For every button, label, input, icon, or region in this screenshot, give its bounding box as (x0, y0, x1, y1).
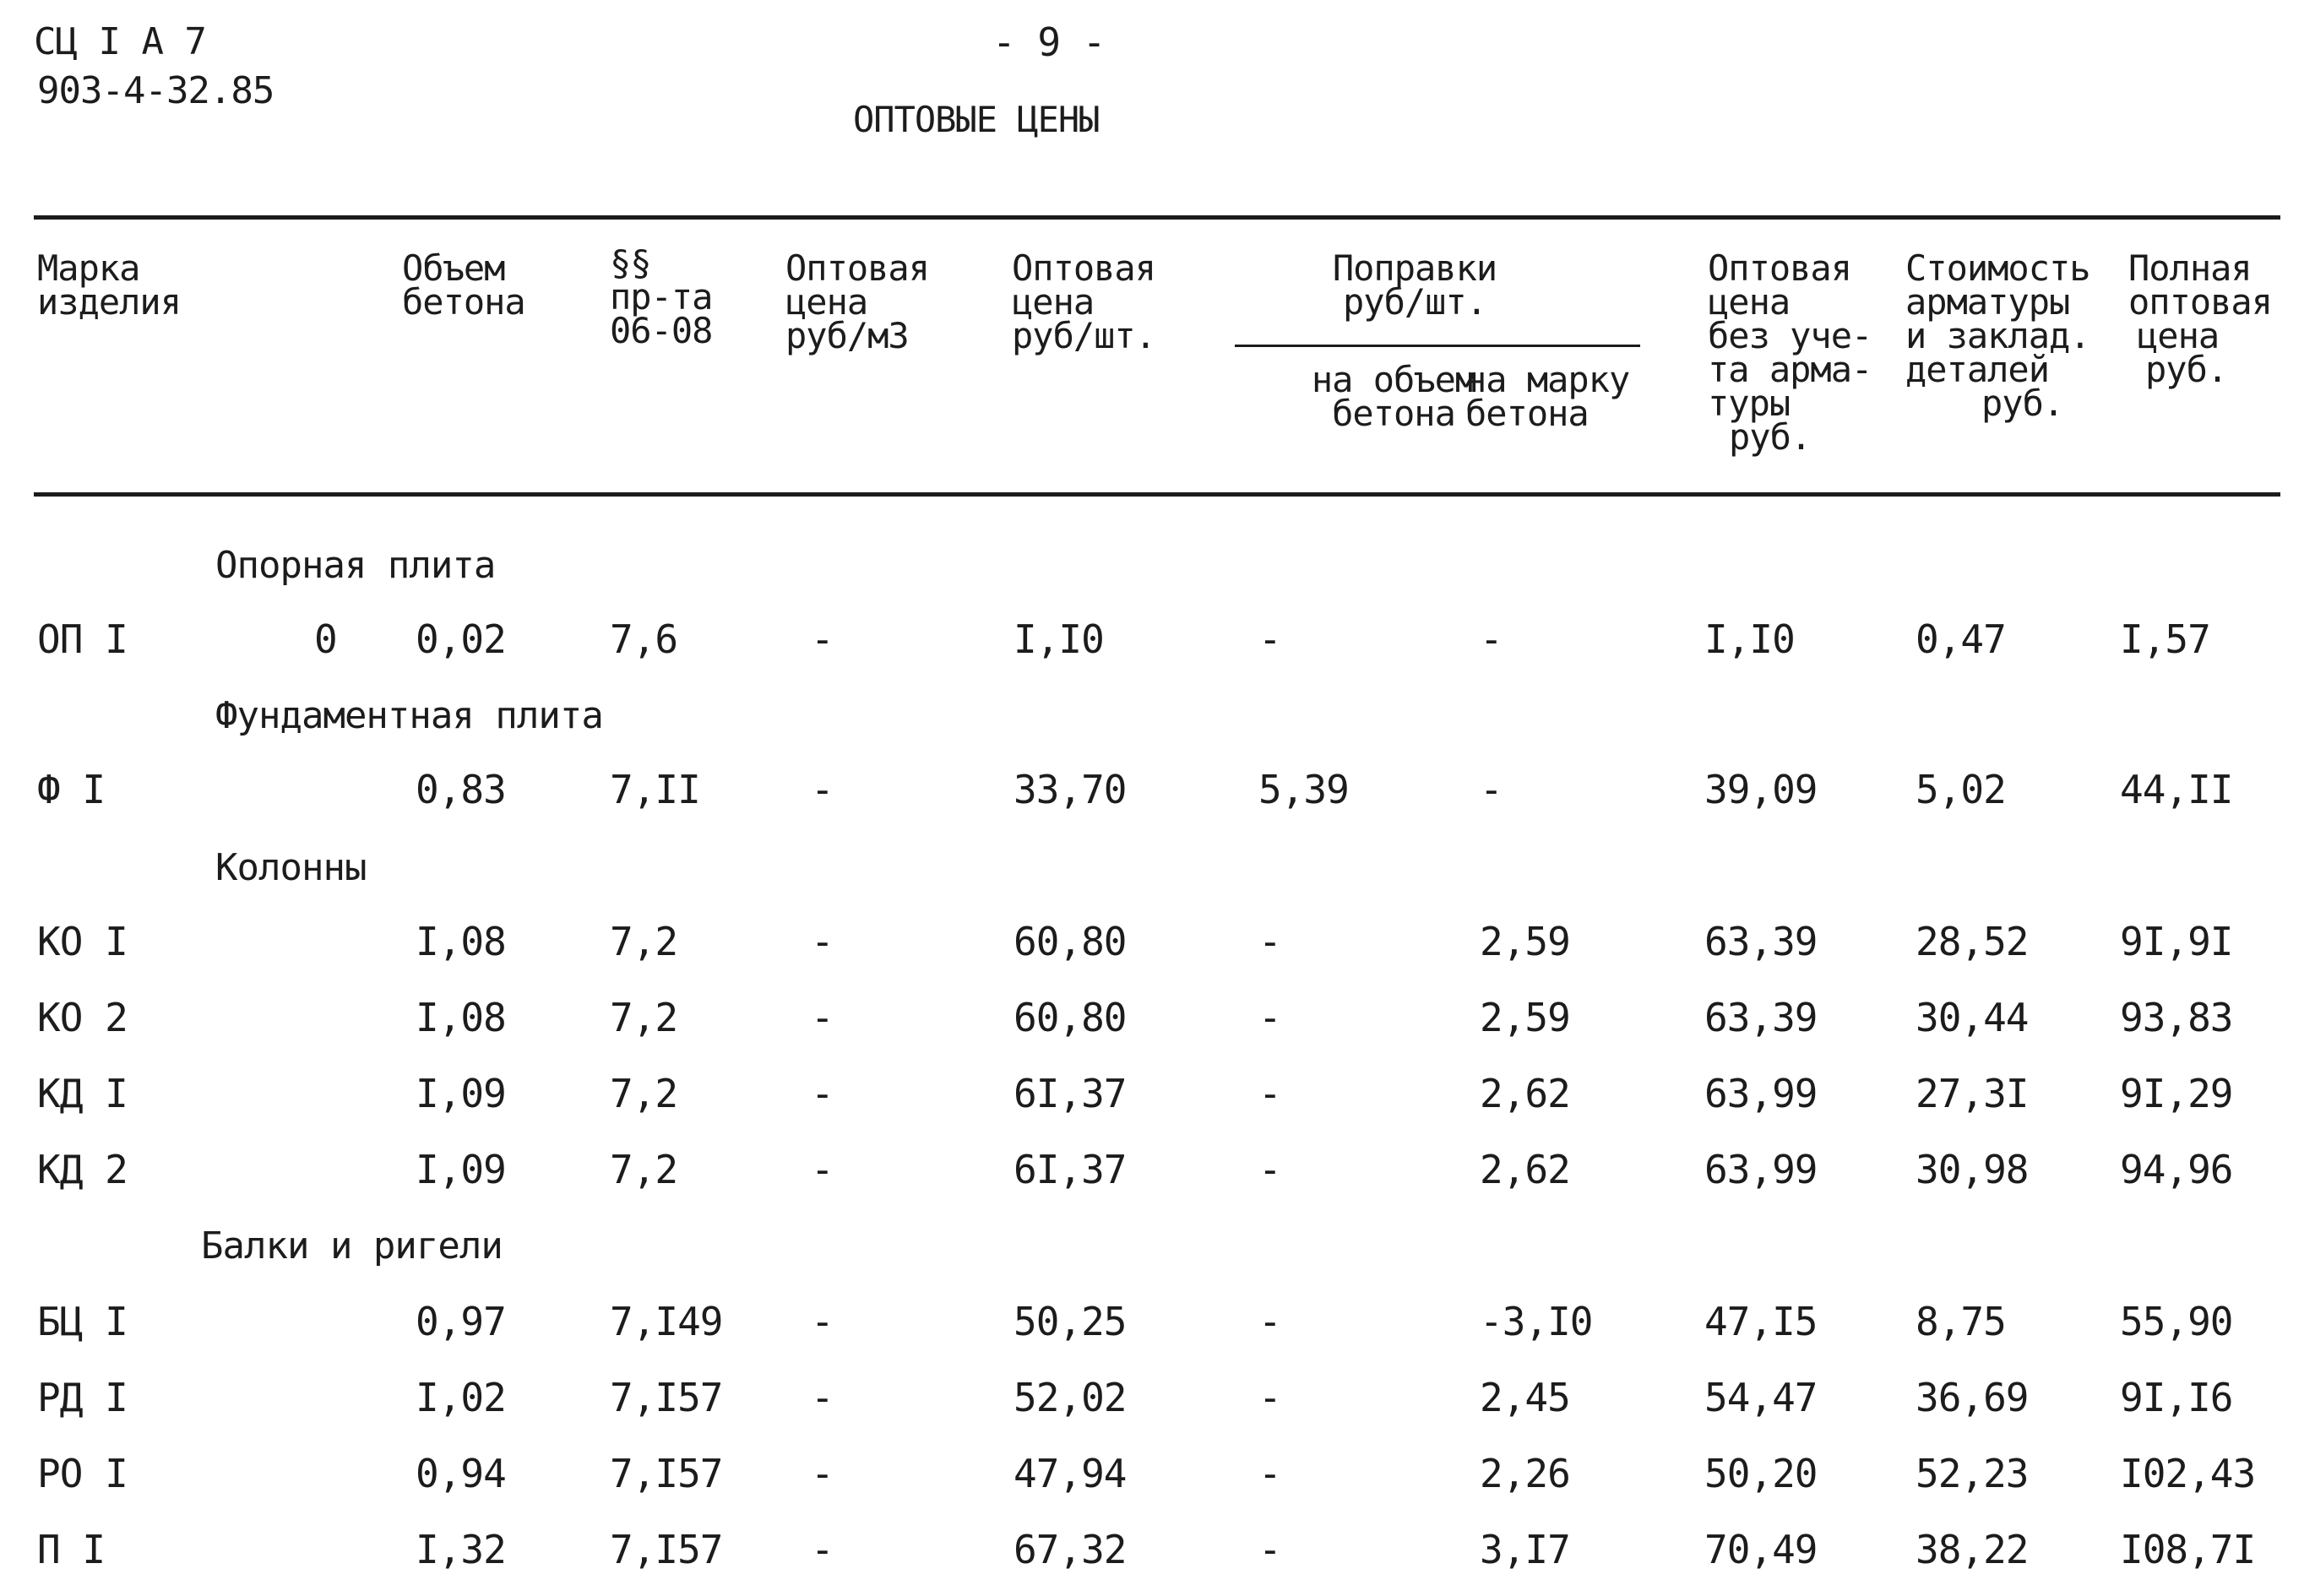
cell-corr-mark: 3,I7 (1480, 1527, 1570, 1572)
cell-full: 94,96 (2120, 1147, 2233, 1192)
header-mark-line: изделия (37, 281, 182, 323)
header-full-price-line: оптовая (2128, 281, 2273, 323)
page-number: - 9 - (992, 19, 1106, 65)
header-price-no-rebar-line: туры (1708, 383, 1791, 424)
cell-corr-mark: 2,45 (1480, 1375, 1570, 1420)
cell-mark: РО I (37, 1451, 128, 1496)
cell-price-unit: 52,02 (1013, 1375, 1127, 1420)
header-price-m3-line: Оптовая (785, 247, 930, 289)
cell-price-m3: - (811, 1375, 834, 1420)
cell-mark: Ф I (37, 767, 106, 812)
header-para-line: пр-та (610, 276, 713, 318)
cell-volume: I,32 (416, 1527, 506, 1572)
cell-volume: I,08 (416, 919, 506, 964)
cell-volume: 0,83 (416, 767, 506, 812)
cell-para: 7,2 (610, 1147, 678, 1192)
cell-price-unit: 60,80 (1013, 995, 1127, 1040)
cell-price-unit: 50,25 (1013, 1299, 1127, 1344)
cell-volume: I,09 (416, 1147, 506, 1192)
cell-price-m3: - (811, 1071, 834, 1116)
header-price-no-rebar-line: та арма- (1708, 349, 1872, 390)
cell-price-no-rebar: 63,99 (1704, 1147, 1818, 1192)
cell-extra: 0 (314, 616, 337, 662)
cell-mark: КД 2 (37, 1147, 128, 1192)
cell-rebar: 5,02 (1916, 767, 2006, 812)
header-para-line: §§ (610, 242, 651, 284)
cell-rebar: 28,52 (1916, 919, 2029, 964)
corrections-divider (1235, 345, 1640, 347)
cell-para: 7,I49 (610, 1299, 723, 1344)
cell-full: 9I,I6 (2120, 1375, 2233, 1420)
cell-price-no-rebar: I,I0 (1704, 616, 1795, 662)
cell-para: 7,I57 (610, 1527, 723, 1572)
cell-corr-volume: - (1258, 995, 1281, 1040)
header-full-price-line: Полная (2128, 247, 2252, 289)
cell-rebar: 38,22 (1916, 1527, 2029, 1572)
cell-price-m3: - (811, 1527, 834, 1572)
cell-corr-volume: - (1258, 1299, 1281, 1344)
cell-para: 7,2 (610, 919, 678, 964)
cell-para: 7,I57 (610, 1451, 723, 1496)
cell-rebar: 30,44 (1916, 995, 2029, 1040)
doc-code-series: СЦ I A 7 (34, 20, 206, 63)
header-price-no-rebar-line: Оптовая (1708, 247, 1852, 289)
cell-price-m3: - (811, 616, 834, 662)
header-full-price-line: цена (2137, 315, 2220, 356)
header-corr-volume-line: бетона (1332, 393, 1455, 434)
cell-price-unit: 33,70 (1013, 767, 1127, 812)
header-rebar-cost-line: руб. (1981, 383, 2064, 424)
cell-corr-volume: - (1258, 616, 1281, 662)
cell-rebar: 52,23 (1916, 1451, 2029, 1496)
cell-mark: КО 2 (37, 995, 128, 1040)
cell-price-unit: 6I,37 (1013, 1071, 1127, 1116)
doc-code-number: 903-4-32.85 (37, 69, 274, 112)
header-corr-volume-line: на объем (1311, 359, 1476, 400)
cell-mark: П I (37, 1527, 106, 1572)
cell-rebar: 36,69 (1916, 1375, 2029, 1420)
cell-volume: 0,97 (416, 1299, 506, 1344)
cell-price-no-rebar: 47,I5 (1704, 1299, 1818, 1344)
header-price-no-rebar-line: без уче- (1708, 315, 1872, 356)
header-rebar-cost-line: деталей (1905, 349, 2050, 390)
cell-corr-volume: - (1258, 1147, 1281, 1192)
cell-corr-mark: 2,26 (1480, 1451, 1570, 1496)
cell-price-m3: - (811, 1299, 834, 1344)
header-price-m3-line: цена (785, 281, 868, 323)
cell-full: I,57 (2120, 616, 2210, 662)
header-rebar-cost-line: арматуры (1905, 281, 2070, 323)
cell-full: 93,83 (2120, 995, 2233, 1040)
cell-corr-mark: 2,59 (1480, 995, 1570, 1040)
cell-price-no-rebar: 54,47 (1704, 1375, 1818, 1420)
cell-full: 55,90 (2120, 1299, 2233, 1344)
cell-price-no-rebar: 63,99 (1704, 1071, 1818, 1116)
cell-corr-mark: -3,I0 (1480, 1299, 1593, 1344)
cell-price-unit: 67,32 (1013, 1527, 1127, 1572)
header-price-m3-line: руб/м3 (785, 315, 909, 356)
cell-volume: 0,02 (416, 616, 506, 662)
cell-mark: ОП I (37, 616, 128, 662)
cell-rebar: 30,98 (1916, 1147, 2029, 1192)
cell-corr-volume: 5,39 (1258, 767, 1349, 812)
header-rebar-cost-line: и заклад. (1905, 315, 2090, 356)
cell-para: 7,6 (610, 616, 678, 662)
cell-price-unit: 60,80 (1013, 919, 1127, 964)
cell-full: I02,43 (2120, 1451, 2256, 1496)
cell-para: 7,2 (610, 995, 678, 1040)
header-rebar-cost-line: Стоимость (1905, 247, 2090, 289)
header-bottom-rule (34, 492, 2280, 497)
cell-para: 7,2 (610, 1071, 678, 1116)
section-title: Опорная плита (215, 544, 496, 587)
cell-price-m3: - (811, 767, 834, 812)
cell-rebar: 0,47 (1916, 616, 2006, 662)
header-corrections-line: руб/шт. (1342, 281, 1487, 323)
header-price-unit-line: руб/шт. (1012, 315, 1156, 356)
cell-corr-mark: - (1480, 616, 1503, 662)
cell-volume: 0,94 (416, 1451, 506, 1496)
header-para-line: 06-08 (610, 310, 713, 351)
cell-corr-volume: - (1258, 919, 1281, 964)
section-title: Фундаментная плита (215, 694, 603, 737)
header-corr-mark-line: бетона (1465, 393, 1589, 434)
header-price-unit-line: Оптовая (1012, 247, 1156, 289)
header-corrections-line: Поправки (1332, 247, 1497, 289)
cell-price-m3: - (811, 995, 834, 1040)
cell-price-m3: - (811, 1451, 834, 1496)
cell-volume: I,08 (416, 995, 506, 1040)
cell-price-m3: - (811, 1147, 834, 1192)
header-price-unit-line: цена (1012, 281, 1095, 323)
header-price-no-rebar-line: цена (1708, 281, 1791, 323)
cell-corr-volume: - (1258, 1451, 1281, 1496)
section-title: Колонны (215, 846, 367, 889)
cell-full: 9I,9I (2120, 919, 2233, 964)
cell-full: I08,7I (2120, 1527, 2256, 1572)
cell-price-m3: - (811, 919, 834, 964)
cell-rebar: 27,3I (1916, 1071, 2029, 1116)
header-mark-line: Марка (37, 247, 140, 289)
cell-corr-mark: 2,59 (1480, 919, 1570, 964)
cell-price-no-rebar: 39,09 (1704, 767, 1818, 812)
cell-price-no-rebar: 50,20 (1704, 1451, 1818, 1496)
cell-price-unit: I,I0 (1013, 616, 1104, 662)
cell-price-no-rebar: 63,39 (1704, 995, 1818, 1040)
cell-mark: РД I (37, 1375, 128, 1420)
cell-full: 9I,29 (2120, 1071, 2233, 1116)
cell-mark: КД I (37, 1071, 128, 1116)
cell-para: 7,II (610, 767, 700, 812)
header-volume-line: Объем (402, 247, 505, 289)
header-full-price-line: руб. (2145, 349, 2228, 390)
cell-price-unit: 47,94 (1013, 1451, 1127, 1496)
cell-mark: КО I (37, 919, 128, 964)
cell-corr-mark: - (1480, 767, 1503, 812)
table-top-rule (34, 215, 2280, 220)
header-corr-mark-line: на марку (1465, 359, 1630, 400)
cell-corr-volume: - (1258, 1527, 1281, 1572)
cell-corr-volume: - (1258, 1375, 1281, 1420)
section-title: Балки и ригели (201, 1224, 503, 1268)
cell-para: 7,I57 (610, 1375, 723, 1420)
cell-volume: I,02 (416, 1375, 506, 1420)
cell-price-unit: 6I,37 (1013, 1147, 1127, 1192)
header-volume-line: бетона (402, 281, 525, 323)
cell-rebar: 8,75 (1916, 1299, 2006, 1344)
cell-price-no-rebar: 70,49 (1704, 1527, 1818, 1572)
cell-corr-volume: - (1258, 1071, 1281, 1116)
cell-corr-mark: 2,62 (1480, 1147, 1570, 1192)
cell-full: 44,II (2120, 767, 2233, 812)
cell-volume: I,09 (416, 1071, 506, 1116)
header-price-no-rebar-line: руб. (1729, 416, 1812, 458)
cell-corr-mark: 2,62 (1480, 1071, 1570, 1116)
cell-price-no-rebar: 63,39 (1704, 919, 1818, 964)
cell-mark: БЦ I (37, 1299, 128, 1344)
page-title: ОПТОВЫЕ ЦЕНЫ (853, 99, 1100, 140)
